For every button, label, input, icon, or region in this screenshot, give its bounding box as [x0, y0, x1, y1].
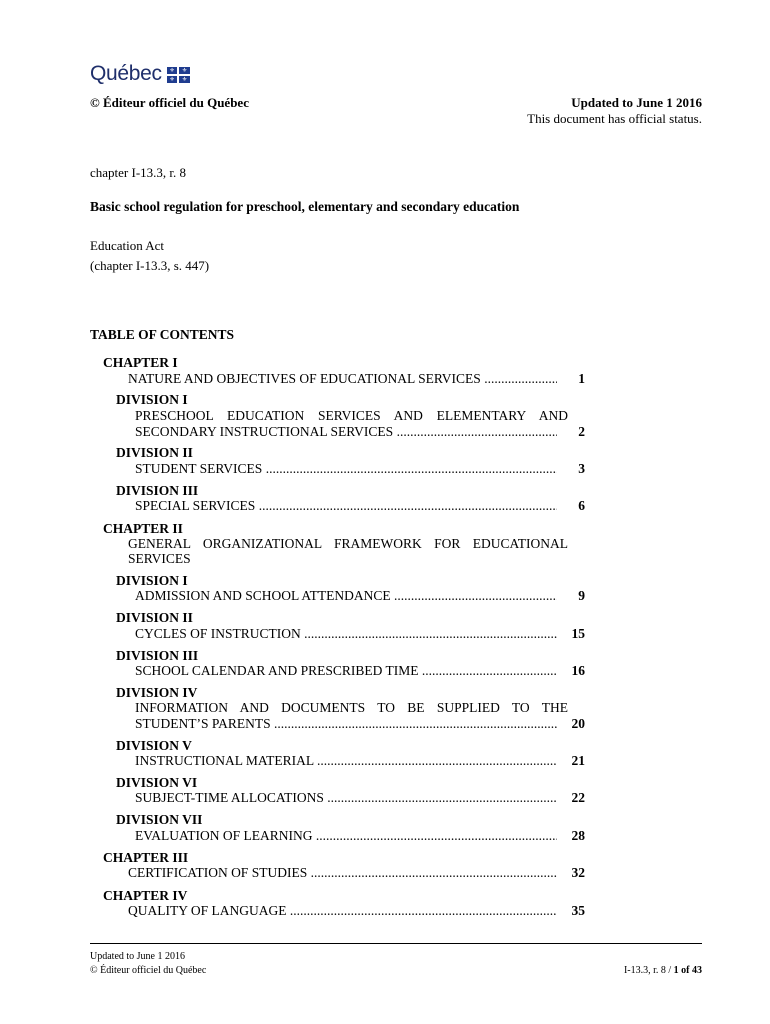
toc-entry-chapter-1[interactable] [128, 371, 585, 387]
toc-division-label: DIVISION II [116, 610, 193, 625]
toc-entry-chapter-2-division-1[interactable] [135, 588, 585, 604]
toc-division-label: DIVISION I [116, 392, 188, 407]
chapter-reference: chapter I-13.3, r. 8 [90, 165, 187, 180]
toc-page-number: 20 [571, 716, 585, 731]
toc-entry-title: CERTIFICATION OF STUDIES ..... [128, 865, 557, 881]
publisher-header: © Éditeur officiel du Québec [90, 95, 249, 110]
toc-entry-chapter-4[interactable] [128, 903, 585, 919]
toc-chapter-4-label: CHAPTER IV [103, 888, 188, 903]
toc-entry-chapter-2-division-6[interactable] [135, 790, 585, 806]
toc-chapter-3-label: CHAPTER III [103, 850, 189, 865]
toc-entry-title: STUDENT SERVICES ..... [135, 461, 557, 477]
toc-division-label: DIVISION III [116, 483, 199, 498]
toc-entry-title-line1: INFORMATION AND DOCUMENTS TO BE SUPPLIED TO THE [135, 700, 568, 715]
logo-wordmark: Québec [90, 62, 162, 85]
toc-page-number: 15 [571, 626, 585, 641]
toc-chapter-2-label: CHAPTER II [103, 521, 183, 536]
toc-division-label: DIVISION III [116, 648, 199, 663]
toc-entry-chapter-1-division-1[interactable] [135, 424, 585, 440]
toc-division-label: DIVISION IV [116, 685, 198, 700]
act-reference: (chapter I-13.3, s. 447) [90, 258, 210, 273]
document-title: Basic school regulation for preschool, elementary and secondary education [90, 199, 520, 214]
toc-page-number: 21 [571, 753, 585, 768]
toc-chapter-1-label: CHAPTER I [103, 355, 178, 370]
toc-entry-title: QUALITY OF LANGUAGE ..... [128, 903, 557, 919]
toc-page-number: 6 [578, 498, 585, 513]
toc-entry-title: SECONDARY INSTRUCTIONAL SERVICES ..... [135, 424, 557, 440]
toc-entry-title: STUDENT’S PARENTS ..... [135, 716, 557, 732]
toc-page-number: 3 [578, 461, 585, 476]
quebec-logo [90, 62, 190, 86]
toc-entry-chapter-1-division-2[interactable] [135, 461, 585, 477]
toc-entry-title: INSTRUCTIONAL MATERIAL ..... [135, 753, 557, 769]
toc-division-label: DIVISION VII [116, 812, 203, 827]
toc-entry-chapter-2-division-4[interactable] [135, 716, 585, 732]
toc-division-label: DIVISION V [116, 738, 192, 753]
footer-page-ref: I-13.3, r. 8 / [623, 965, 674, 976]
toc-entry-title: SCHOOL CALENDAR AND PRESCRIBED TIME ..... [135, 663, 557, 679]
toc-entry-chapter-2-division-2[interactable] [135, 626, 585, 642]
toc-entry-chapter-2-division-7[interactable] [135, 828, 585, 844]
toc-entry-title-line1: PRESCHOOL EDUCATION SERVICES AND ELEMENTARY AND [135, 408, 568, 423]
toc-page-number: 16 [571, 663, 585, 678]
toc-entry-chapter-2-division-5[interactable] [135, 753, 585, 769]
toc-entry-title: SPECIAL SERVICES ..... [135, 498, 557, 514]
footer-divider [90, 943, 702, 944]
footer-page-indicator [624, 964, 702, 977]
toc-entry-title: ADMISSION AND SCHOOL ATTENDANCE ..... [135, 588, 557, 604]
fleur-de-lis-flag-icon: ⚜ ⚜ ⚜ ⚜ [167, 67, 190, 82]
toc-page-number: 22 [571, 790, 585, 805]
toc-entry-chapter-2-division-3[interactable] [135, 663, 585, 679]
footer-updated: Updated to June 1 2016 [90, 951, 185, 962]
toc-entry-chapter-1-division-3[interactable] [135, 498, 585, 514]
toc-page-number: 28 [571, 828, 585, 843]
toc-heading: TABLE OF CONTENTS [90, 327, 235, 342]
toc-page-number: 1 [578, 371, 585, 386]
toc-division-label: DIVISION I [116, 573, 188, 588]
toc-page-number: 2 [578, 424, 585, 439]
toc-entry-chapter-3[interactable] [128, 865, 585, 881]
footer-publisher: © Éditeur officiel du Québec [90, 965, 207, 976]
footer-page-of: 1 of 43 [673, 965, 702, 976]
toc-chapter-2-title-line1[interactable]: GENERAL ORGANIZATIONAL FRAMEWORK FOR EDUCATIONAL [128, 536, 568, 551]
act-name: Education Act [90, 238, 165, 253]
toc-entry-title: NATURE AND OBJECTIVES OF EDUCATIONAL SERVICES ..... [128, 371, 557, 387]
toc-page-number: 32 [571, 865, 585, 880]
updated-date: Updated to June 1 2016 [571, 95, 702, 110]
toc-page-number: 9 [578, 588, 585, 603]
toc-division-label: DIVISION II [116, 445, 193, 460]
toc-entry-title: SUBJECT-TIME ALLOCATIONS ..... [135, 790, 557, 806]
toc-entry-title: CYCLES OF INSTRUCTION ..... [135, 626, 557, 642]
toc-entry-title: EVALUATION OF LEARNING ..... [135, 828, 557, 844]
toc-chapter-2-title-line2[interactable]: SERVICES [128, 551, 191, 566]
toc-page-number: 35 [571, 903, 585, 918]
toc-division-label: DIVISION VI [116, 775, 198, 790]
official-status: This document has official status. [527, 111, 702, 126]
